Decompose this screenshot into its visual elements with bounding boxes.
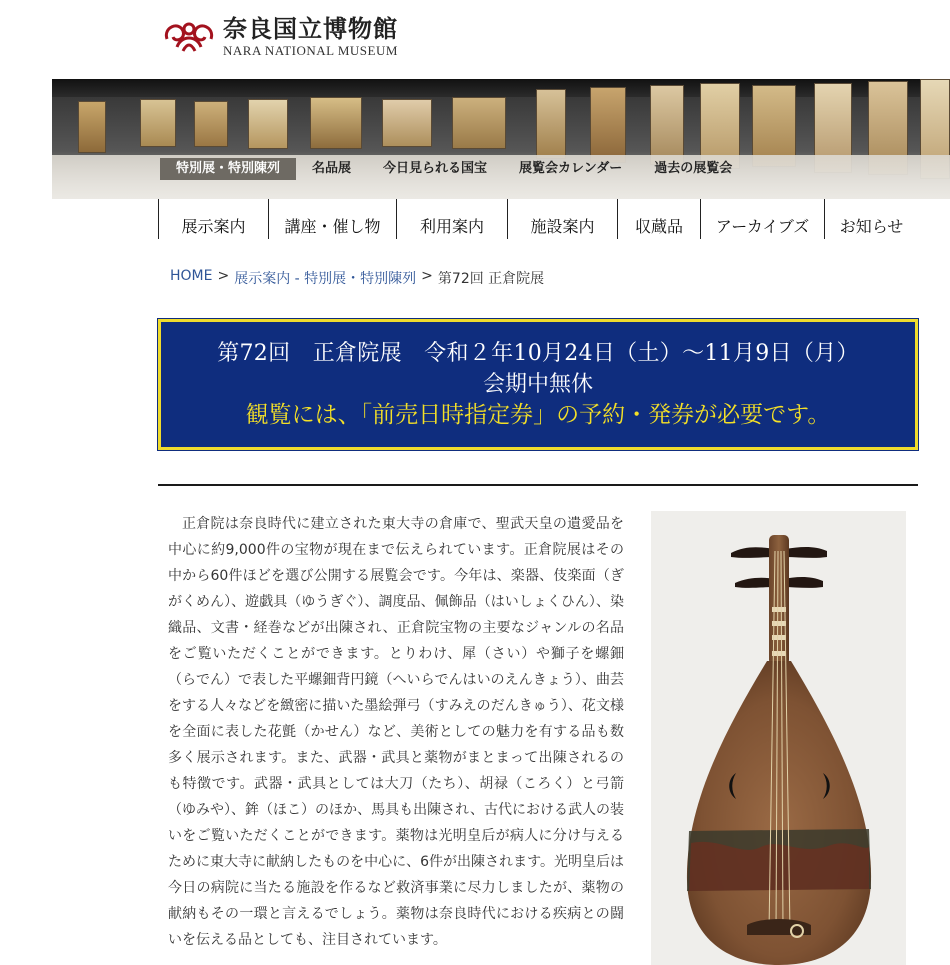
exhibition-notice-banner (158, 319, 918, 450)
exhibition-nav-link[interactable]: 特別展・特別陳列 (160, 158, 296, 180)
exhibition-description (168, 511, 624, 965)
exhibition-hall-banner (52, 79, 950, 199)
site-logo[interactable] (161, 12, 398, 62)
notice-dates: 第72回 正倉院展 令和２年10月24日（土）～11月9日（月） (217, 341, 859, 366)
main-tab[interactable]: 講座・催し物 (268, 199, 396, 239)
main-tab[interactable]: アーカイブズ (700, 199, 824, 239)
notice-open-daily: 会期中無休 (482, 372, 593, 397)
notice-ticket-requirement: 観覧には、「前売日時指定券」の予約・発券が必要です。 (245, 402, 831, 428)
exhibition-nav-link[interactable]: 過去の展覧会 (654, 161, 733, 176)
logo-english-name: NARA NATIONAL MUSEUM (223, 43, 398, 58)
main-tab[interactable]: 収蔵品 (617, 199, 700, 239)
logo-japanese-name: 奈良国立博物館 (223, 14, 398, 43)
breadcrumb-home-link[interactable]: HOME (170, 268, 213, 284)
description-paragraph: 正倉院は奈良時代に建立された東大寺の倉庫で、聖武天皇の遺愛品を中心に約9,000件の宝物が現在まで伝えられています。正倉院展はその中から60件ほどを選び公開する展覧会です。今年は、楽器、伎楽面（ぎがくめん）、遊戯具（ゆうぎぐ）、調度品、佩飾品（はいしょくひん）、染織品、文書・経巻などが出陳され、正倉院宝物の主要なジャンルの名品をご覧いただくことができます。とりわけ、犀（さい）や獅子を螺鈿（らでん）で表した平螺鈿背円鏡（へいらでんはいのえんきょう）、曲芸をする人々などを緻密に描いた墨絵弾弓（すみえのだんきゅう）、花文様を全面に表した花氈（かせん）など、美術としての魅力を有する品も数多く展示されます。また、武器・武具と薬物がまとまって出陳されるのも特徴です。武器・武具としては大刀（たち）、胡禄（ころく）と弓箭（ゆみや）、鉾（ほこ）のほか、馬具も出陳され、古代における武人の装いをご覧いただくことができます。薬物は光明皇后が病人に分け与えるために東大寺に献納したものを中心に、6件が出陳されます。光明皇后は今日の病院に当たる施設を作るなど救済事業に尽力しましたが、薬物の献納もその一環と言えるでしょう。薬物は奈良時代における疾病との闘いを伝える品としても、注目されています。 (168, 516, 624, 948)
main-tab[interactable]: 展示案内 (158, 199, 268, 239)
breadcrumb-current: 第72回 正倉院展 (437, 271, 545, 287)
breadcrumb-section-link[interactable]: 展示案内 - 特別展・特別陳列 (234, 271, 417, 287)
breadcrumb-separator: > (421, 268, 433, 284)
section-divider (158, 484, 918, 486)
biwa-lute-image (651, 511, 906, 965)
breadcrumb-separator: > (217, 268, 230, 284)
main-tab[interactable]: 利用案内 (396, 199, 507, 239)
main-tab[interactable]: お知らせ (824, 199, 918, 239)
main-tab[interactable]: 施設案内 (507, 199, 617, 239)
exhibition-nav-link[interactable]: 名品展 (312, 161, 352, 176)
main-tabs (158, 199, 918, 239)
museum-emblem-icon (161, 17, 217, 57)
exhibition-sub-nav (160, 158, 748, 180)
exhibition-nav-link[interactable]: 今日見られる国宝 (383, 161, 488, 176)
exhibition-nav-link[interactable]: 展覧会カレンダー (519, 161, 623, 176)
breadcrumb (170, 268, 544, 288)
